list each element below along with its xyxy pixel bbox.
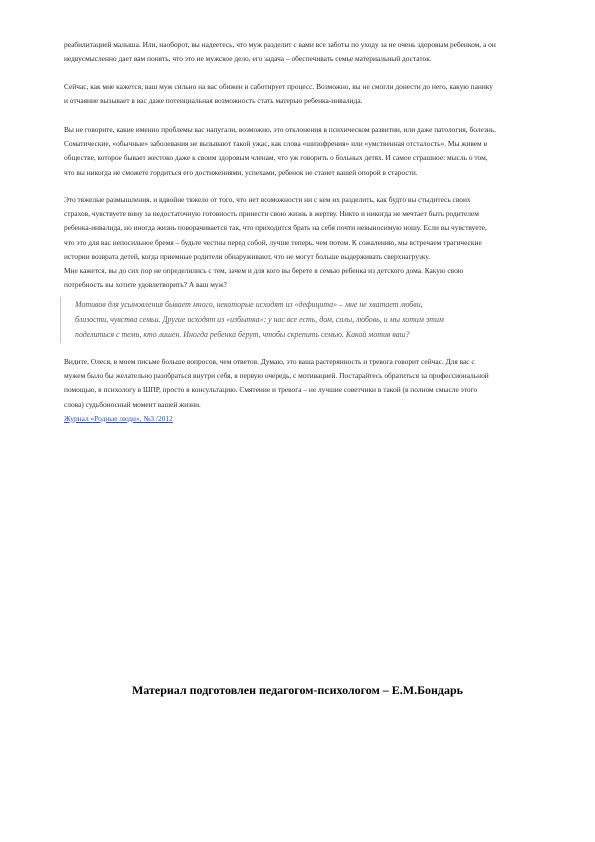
- paragraph-5: [64, 355, 539, 426]
- text-line: Видите, Олеся, в моем письме больше вопросов, чем ответов. Думаю, это ваша растерянность и тревога говорит сейчас. Для вас с: [64, 357, 475, 366]
- author-note: Материал подготовлен педагогом-психологом – Е.М.Бондарь: [131, 683, 464, 697]
- text-line: Это тяжелые размышления, и вдвойне тяжело от того, что нет возможности ни с кем их разделить, как будто вы стыдитесь своих: [64, 195, 471, 204]
- text-line: Сейчас, как мне кажется, ваш муж сильно на вас обижен и саботирует процесс. Возможно, вы не смогли донести до него, какую панику: [64, 82, 493, 91]
- quote-line: поделиться с теми, кто лишен. Иногда ребенка берут, чтобы скрепить семью. Какой мотив ваш?: [75, 330, 410, 340]
- source-link[interactable]: Журнал «Родные люди», №3 /2012: [64, 413, 173, 423]
- quote-line: близости, чувства семьи. Другие исходят из «избытка»: у нас все есть, дом, силы, любовь, и мы хотим этим: [75, 315, 444, 325]
- text-line: потребность вы хотите удовлетворить? А ваш муж?: [64, 280, 227, 290]
- text-line: истории возврата детей, когда приемные родители обнаруживают, что не могут больше выдерживать сверхнагрузку.: [64, 251, 431, 261]
- text-line: слова) судьбоносный момент вашей жизни.: [64, 399, 201, 409]
- text-line: помощью, в психологу в ШПР, просто в консультацию. Смятение и тревога – не лучшие советчики в такой (в полном смысле этого: [64, 385, 478, 395]
- text-line: что вы никогда не сможете гордиться его достижениями, успехами, ребенок не станет вашей опорой в старости.: [64, 167, 418, 177]
- text-line: Соматические, «обычные» заболевания не вызывают такой ужас, как слова «шизофрения» или «умственная отсталость». Мы живем в: [64, 139, 488, 149]
- text-line: недвусмысленно дает вам понять, что это не мужское дело, его задача – обеспечивать семье материальный достаток.: [64, 54, 432, 64]
- text-line: Мне кажется, вы до сих пор не определились с тем, зачем и для кого вы берете в семью ребенка из детского дома. Какую свою: [64, 266, 464, 276]
- text-line: и отчаяние вызывает в вас даже потенциальная возможность стать матерью ребенка-инвалида.: [64, 96, 363, 106]
- text-line: реабилитацией малыша. Или, наоборот, вы надеетесь, что муж разделит с вами все заботы по уходу за не очень здоровым ребенком, а он: [64, 40, 496, 49]
- paragraph-2: [64, 80, 539, 108]
- text-line: обществе, которое бывает жестоко даже к своим здоровым членам, что уж говорить о больных детях. И самое страшное: мысль о том,: [64, 153, 488, 163]
- paragraph-3: [64, 123, 539, 180]
- text-line: Вы не говорите, какие именно проблемы вас напугали, возможно, это отклонения в психическом развитии, или даже патология, болезнь.: [64, 125, 496, 134]
- text-line: страхов, чувствуете вину за недостаточную готовность принести свою жизнь в жертву. Никто и никогда не мечтает быть родителем: [64, 209, 479, 219]
- blockquote: [60, 297, 553, 343]
- text-line: ребенка-инвалида, но иногда жизнь поворачивается так, что приходится брать на себя почти невыносимую ношу. Если вы чувствуете,: [64, 223, 487, 233]
- text-line: что это для вас непосильное бремя – будьте честны перед собой, лучше теперь, чем потом. К сожалению, мы встречаем трагические: [64, 237, 482, 247]
- quote-line: Мотивов для усыновления бывает много, некоторые исходят из «дефицита» – мне не хватает любви,: [75, 300, 423, 309]
- paragraph-1: [64, 38, 539, 66]
- text-line: мужем было бы желательно разобраться внутри себя, в первую очередь, с мотивацией. Постарайтесь обратиться за профессиональной: [64, 371, 489, 381]
- paragraph-4: [64, 193, 539, 292]
